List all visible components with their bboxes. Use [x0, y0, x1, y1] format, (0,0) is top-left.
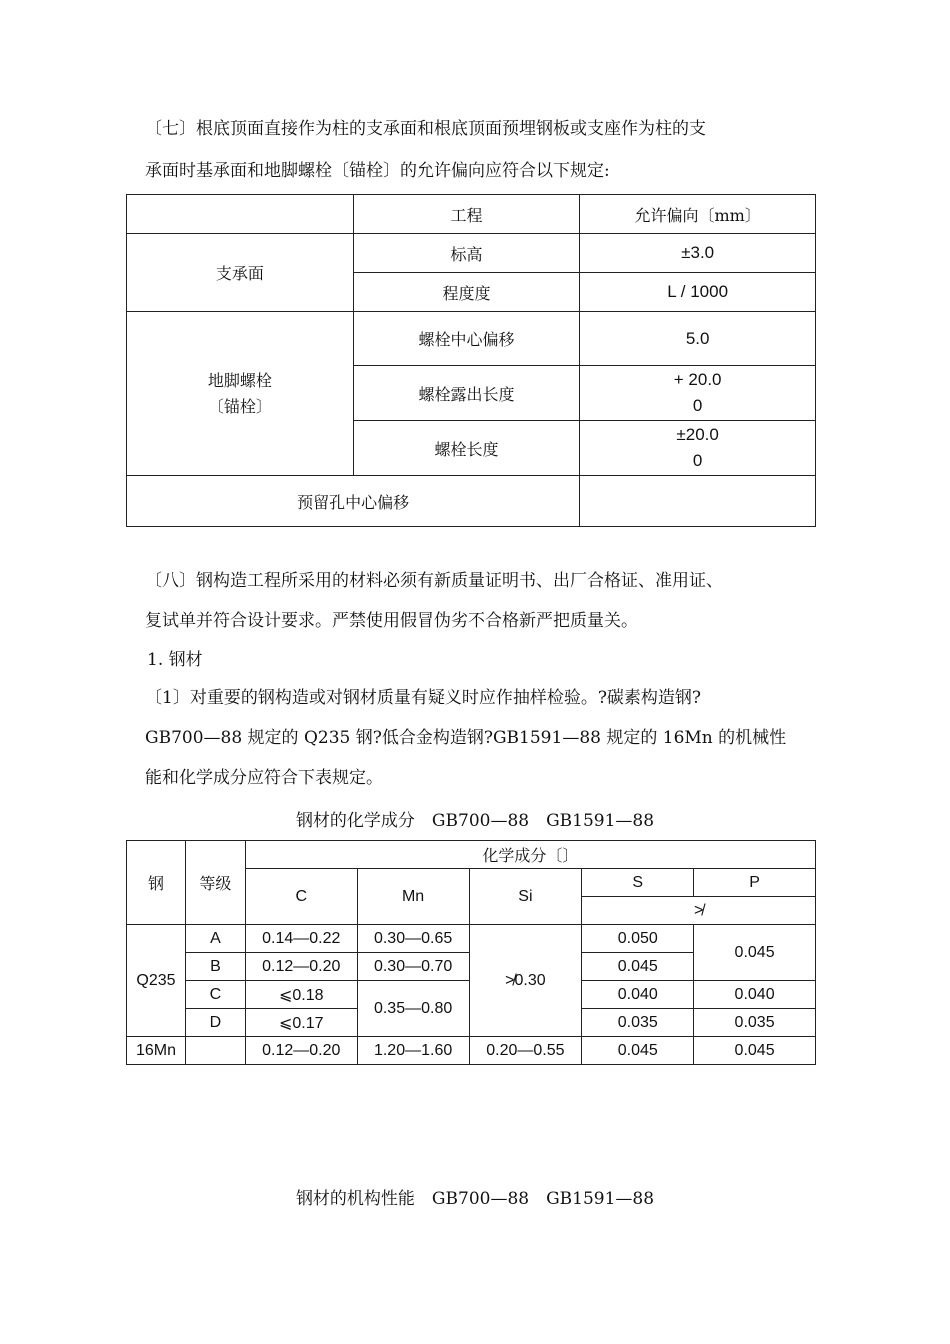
header-tolerance: 允许偏向〔mm〕	[580, 195, 816, 234]
grade-a-mn: 0.30—0.65	[357, 925, 469, 953]
q235-cell: Q235	[127, 925, 186, 1037]
steel-16mn-c: 0.12—0.20	[245, 1037, 357, 1065]
header-s: S	[582, 869, 694, 897]
grade-b-s: 0.045	[582, 953, 694, 981]
row-levelness-value: L / 1000	[580, 273, 816, 312]
q235-si: ≯0.30	[469, 925, 582, 1037]
grade-d-s: 0.035	[582, 1009, 694, 1037]
row-bolt-center-value: 5.0	[580, 312, 816, 366]
row-bolt-exposed: 螺栓露出长度	[353, 366, 580, 421]
grade-b: B	[185, 953, 245, 981]
section8-line1: 〔八〕钢构造工程所采用的材料必须有新质量证明书、出厂合格证、准用证、	[145, 571, 723, 591]
header-item: 工程	[353, 195, 580, 234]
row-elevation-value: ±3.0	[580, 234, 816, 273]
grade-c-s: 0.040	[582, 981, 694, 1009]
row-bolt-length-value-upper: ±20.0	[676, 425, 719, 444]
chemical-composition-table	[126, 840, 816, 1065]
item1-line2: GB700—88 规定的 Q235 钢?低合金构造钢?GB1591—88 规定的 16Mn 的机械性	[145, 728, 787, 748]
tolerance-table	[126, 194, 816, 527]
header-mn: Mn	[357, 869, 469, 925]
row-elevation: 标高	[353, 234, 580, 273]
steel-16mn-si: 0.20—0.55	[469, 1037, 582, 1065]
steel-heading: 1. 钢材	[147, 650, 203, 670]
steel-16mn-grade	[185, 1037, 245, 1065]
header-steel: 钢	[127, 841, 186, 925]
grade-a: A	[185, 925, 245, 953]
grade-d-p: 0.035	[694, 1009, 816, 1037]
header-grade: 等级	[185, 841, 245, 925]
header-max: ≯	[582, 897, 816, 925]
grade-ab-p: 0.045	[694, 925, 816, 981]
grade-d-c: ⩽0.17	[245, 1009, 357, 1037]
row-bolt-exposed-value-lower: 0	[692, 396, 703, 415]
section8-line2: 复试单并符合设计要求。严禁使用假冒伪劣不合格新严把质量关。	[145, 611, 638, 631]
header-p: P	[694, 869, 816, 897]
group-anchor-bolt-line1: 地脚螺栓	[207, 370, 272, 390]
row-levelness: 程度度	[353, 273, 580, 312]
item1-line1: 〔1〕对重要的钢构造或对钢材质量有疑义时应作抽样检验。?碳素构造钢?	[145, 688, 702, 708]
row-bolt-center: 螺栓中心偏移	[353, 312, 580, 366]
row-reserved-hole-value	[580, 476, 816, 527]
row-bolt-length-value	[580, 421, 816, 476]
group-anchor-bolt-line2: 〔锚栓〕	[207, 396, 272, 416]
steel-16mn-mn: 1.20—1.60	[357, 1037, 469, 1065]
row-bolt-exposed-value	[580, 366, 816, 421]
grade-a-s: 0.050	[582, 925, 694, 953]
header-c: C	[245, 869, 357, 925]
steel-16mn: 16Mn	[127, 1037, 186, 1065]
grade-c: C	[185, 981, 245, 1009]
grade-a-c: 0.14—0.22	[245, 925, 357, 953]
header-si: Si	[469, 869, 582, 925]
section7-line1: 〔七〕根底顶面直接作为柱的支承面和根底顶面预埋钢板或支座作为柱的支	[145, 119, 706, 139]
row-reserved-hole: 预留孔中心偏移	[127, 476, 580, 527]
group-bearing-surface: 支承面	[127, 234, 354, 312]
steel-16mn-p: 0.045	[694, 1037, 816, 1065]
grade-c-c: ⩽0.18	[245, 981, 357, 1009]
group-anchor-bolt	[127, 312, 354, 476]
grade-b-mn: 0.30—0.70	[357, 953, 469, 981]
header-blank	[127, 195, 354, 234]
grade-c-p: 0.040	[694, 981, 816, 1009]
grade-b-c: 0.12—0.20	[245, 953, 357, 981]
row-bolt-length: 螺栓长度	[353, 421, 580, 476]
grade-d: D	[185, 1009, 245, 1037]
header-chemical-composition: 化学成分〔〕	[245, 841, 815, 869]
grade-cd-mn: 0.35—0.80	[357, 981, 469, 1037]
steel-16mn-s: 0.045	[582, 1037, 694, 1065]
section7-line2: 承面时基承面和地脚螺栓〔锚栓〕的允许偏向应符合以下规定:	[145, 161, 610, 181]
row-bolt-exposed-value-upper: + 20.0	[673, 370, 722, 389]
mech-table-caption: 钢材的机构性能 GB700—88 GB1591—88	[295, 1189, 655, 1209]
item1-line3: 能和化学成分应符合下表规定。	[145, 768, 383, 788]
row-bolt-length-value-lower: 0	[692, 451, 703, 470]
chem-table-caption: 钢材的化学成分 GB700—88 GB1591—88	[295, 811, 655, 831]
